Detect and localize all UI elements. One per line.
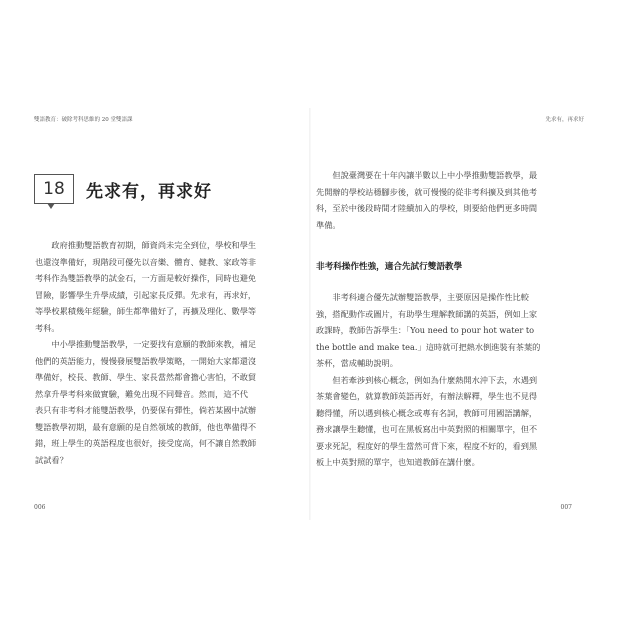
text-line: 政課時，教師告訴學生：「You need to pour hot water to xyxy=(316,325,535,335)
text-line: 非考科適合優先試辦雙語教學，主要原因是操作性比較 xyxy=(316,292,529,302)
right-body-text xyxy=(316,289,578,471)
page-number-right: 007 xyxy=(560,504,572,511)
text-line: 試試看？ xyxy=(35,454,68,465)
text-line: 但若牽涉到核心概念，例如為什麼熱開水沖下去，水遇到 xyxy=(316,374,538,385)
text-line: 強，搭配動作或圖片，有助學生理解教師講的英語，例如上家 xyxy=(316,308,538,319)
speech-bubble-tail-icon xyxy=(47,203,55,209)
chapter-number-box xyxy=(34,174,74,204)
section-heading: 非考科操作性強，適合先試行雙語教學 xyxy=(316,262,463,272)
chapter-heading xyxy=(34,174,294,204)
chapter-title: 先求有，再求好 xyxy=(86,182,212,202)
text-line: 茶杯，當成輔助說明。 xyxy=(316,358,398,368)
right-intro-text xyxy=(316,167,578,233)
text-line: 科，至於中後段時間才陸續加入的學校，則要給他們更多時間 xyxy=(316,203,538,213)
text-line: 政府推動雙語教育初期，師資尚未完全到位，學校和學生 xyxy=(35,240,257,250)
text-line: 中小學推動雙語教學，一定要找有意願的教師來教，補足 xyxy=(35,339,257,349)
text-line: 茶葉會變色，就算教師英語再好，有辦法解釋，學生也不見得 xyxy=(316,391,538,401)
text-line: 表只有非考科才能雙語教學，仍要保有彈性，倘若某國中試辦 xyxy=(35,405,257,415)
text-line: 等學校累積幾年經驗，師生都準備好了，再擴及理化、數學等 xyxy=(35,306,257,316)
text-line: 務求讓學生聽懂，也可在黑板寫出中英對照的相關單字，但不 xyxy=(316,424,538,434)
text-line: 雙語教學初期，最有意願的是自然領域的教師，他也準備得不 xyxy=(35,421,257,432)
running-head-right: 先求有，再求好 xyxy=(545,117,584,123)
text-line: 然拿升學考科來做實驗，難免出現不同聲音。然而，這不代 xyxy=(35,388,248,399)
text-line: 準備好，校長、教師、學生、家長當然都會擔心害怕，不敢貿 xyxy=(35,372,257,382)
text-line: 要求死記，程度好的學生當然可背下來，程度不好的，看到黑 xyxy=(316,440,538,451)
right-page xyxy=(310,108,592,520)
text-line: 但說臺灣要在十年內讓半數以上中小學推動雙語教學，最 xyxy=(316,170,538,180)
running-head-left: 雙語教育：破除考科思維的 20 堂雙語課 xyxy=(34,117,133,123)
text-line: 準備。 xyxy=(316,219,341,230)
text-line: 板上中英對照的單字，也知道教師在講什麼。 xyxy=(316,457,480,467)
page-number-left: 006 xyxy=(34,504,46,511)
text-line: 也還沒準備好，現階段可優先以音樂、體育、健教、家政等非 xyxy=(35,256,257,267)
chapter-number: 18 xyxy=(43,179,65,199)
text-line: 他們的英語能力，慢慢發展雙語教學策略，一開始大家都還沒 xyxy=(35,355,257,366)
text-line: 聽得懂，所以遇到核心概念或專有名詞，教師可用國語講解， xyxy=(316,407,538,418)
text-line: 考科。 xyxy=(35,322,60,333)
text-line: the bottle and make tea.」這時就可把熱水倒進裝有茶葉的 xyxy=(316,341,541,352)
text-line: 錯，班上學生的英語程度也很好，接受度高，何不讓自然教師 xyxy=(35,438,257,448)
left-body-text xyxy=(35,237,295,468)
left-page xyxy=(28,108,310,520)
text-line: 先開辦的學校站穩腳步後，就可慢慢的從非考科擴及到其他考 xyxy=(316,186,538,197)
text-line: 考科作為雙語教學的試金石，一方面是較好操作，同時也避免 xyxy=(35,273,257,283)
book-spread xyxy=(28,108,592,520)
text-line: 冒險，影響學生升學成績，引起家長反彈。先求有，再求好， xyxy=(35,289,257,300)
